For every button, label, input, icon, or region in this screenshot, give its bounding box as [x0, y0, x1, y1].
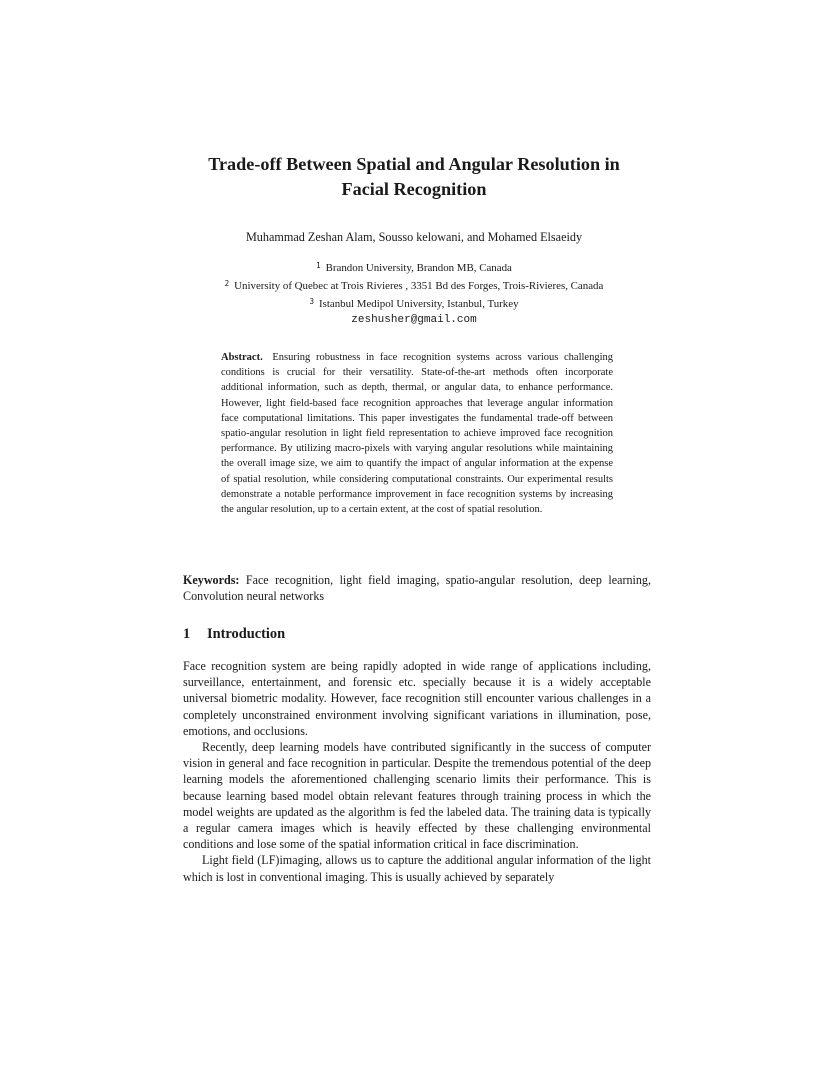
affiliation-mark: 2	[224, 279, 230, 289]
abstract	[221, 350, 613, 517]
abstract-text: Ensuring robustness in face recognition systems across various challenging conditions is crucial for their versatility. State-of-the-art methods often incorporate additional information, such as depth, thermal, or angular data, to enhance performance. However, light field-based face recognition approaches that leverage angular information face computational limitations. This paper investigates the fundamental trade-off between spatio-angular resolution in light field representation to achieve improved face recognition performance. By utilizing macro-pixels with varying angular resolutions while maintaining the overall image size, we aim to quantify the impact of angular information at the expense of spatial resolution, while considering computational constraints. Our experimental results demonstrate a notable performance improvement in face recognition systems by increasing the angular resolution, up to a certain extent, at the cost of spatial resolution.	[221, 352, 613, 516]
section-number: 1	[183, 626, 191, 642]
affiliation-text: Brandon University, Brandon MB, Canada	[325, 262, 512, 274]
paper-title-line-2: Facial Recognition	[341, 179, 487, 199]
affiliations	[90, 258, 738, 328]
abstract-label: Abstract.	[221, 352, 263, 363]
affiliation-2	[90, 276, 738, 294]
author-list: Muhammad Zeshan Alam, Sousso kelowani, and Mohamed Elsaeidy	[245, 230, 583, 244]
affiliation-mark: 1	[316, 261, 321, 270]
paragraph-1: Face recognition system are being rapidly adopted in wide range of applications including, surveillance, entertainment, and forensic etc. specially because it is a widely acceptable universal biometric modality. However, face recognition still encounter various challenges in a completely unconstrained environment involving significant variations in illumination, pose, emotions, and occlusions.	[183, 659, 651, 738]
section-title: Introduction	[207, 626, 286, 642]
keywords-text: Face recognition, light field imaging, spatio-angular resolution, deep learning, Convolution neural networks	[183, 573, 651, 604]
introduction-body	[183, 658, 651, 885]
paper-title	[150, 152, 678, 202]
author-email[interactable]: zeshusher@gmail.com	[351, 313, 477, 326]
affiliation-text: Istanbul Medipol University, Istanbul, Turkey	[318, 298, 519, 311]
affiliation-mark: 3	[309, 297, 314, 307]
affiliation-text: University of Quebec at Trois Rivieres , 3351 Bd des Forges, Trois-Rivieres, Canada	[234, 280, 604, 293]
affiliation-3	[90, 294, 738, 312]
paper-title-line-1: Trade-off Between Spatial and Angular Resolution in	[208, 154, 620, 174]
paragraph-2: Recently, deep learning models have contributed significantly in the success of computer vision in general and face recognition in particular. Despite the tremendous potential of the deep learning models the aforementioned challenging scenario limits their performance. This is because learning based model obtain relevant features through training process in which the model weights are updated as the algorithm is fed the labeled data. The training data is typically a regular camera images which is heavily effected by these challenging environmental conditions and lose some of the spatial information critical in face discrimination.	[183, 740, 651, 852]
section-heading-introduction	[183, 625, 285, 643]
affiliation-1	[90, 258, 738, 276]
keywords	[183, 572, 651, 604]
keywords-label: Keywords:	[183, 573, 240, 587]
paragraph-3: Light field (LF)imaging, allows us to capture the additional angular information of the light which is lost in conventional imaging. This is usually achieved by separately	[183, 853, 651, 884]
